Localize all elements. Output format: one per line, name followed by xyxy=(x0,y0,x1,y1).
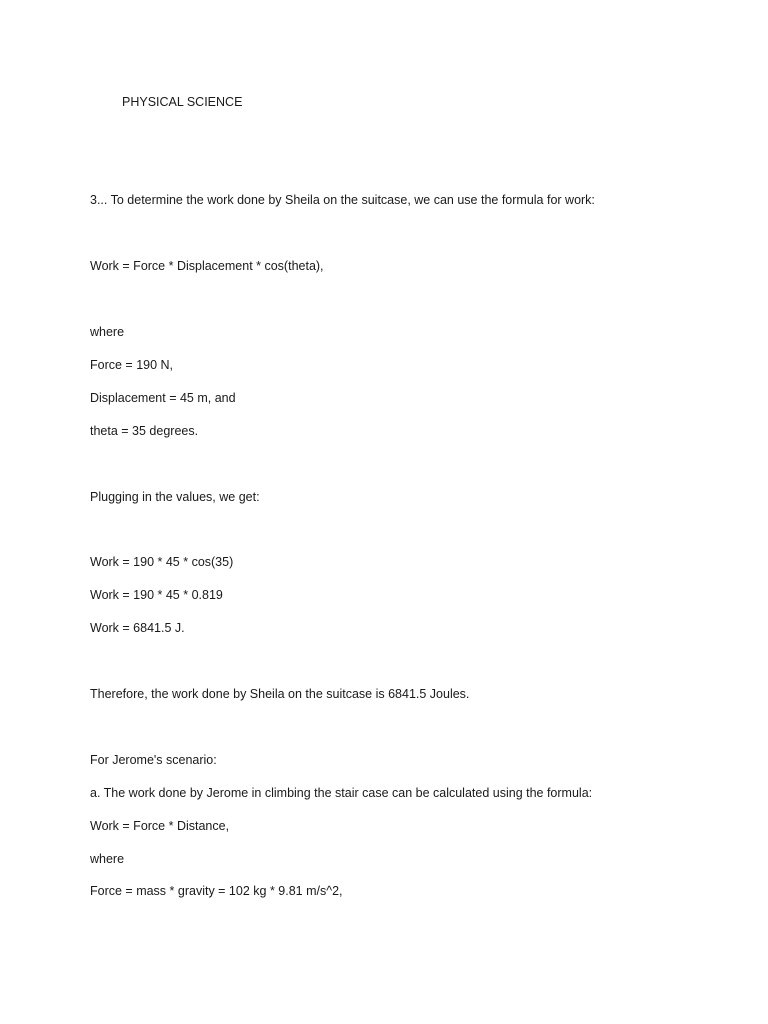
text-line: Displacement = 45 m, and xyxy=(90,391,236,405)
text-line: Therefore, the work done by Sheila on the suitcase is 6841.5 Joules. xyxy=(90,687,470,701)
text-line: Work = 190 * 45 * cos(35) xyxy=(90,555,234,569)
text-line: For Jerome's scenario: xyxy=(90,753,217,767)
text-line: Force = 190 N, xyxy=(90,358,174,372)
text-line: Work = Force * Distance, xyxy=(90,819,230,833)
text-line: Work = Force * Displacement * cos(theta), xyxy=(90,259,324,273)
text-line: Work = 6841.5 J. xyxy=(90,621,185,635)
text-line: Plugging in the values, we get: xyxy=(90,490,260,504)
page-title: PHYSICAL SCIENCE xyxy=(122,95,243,109)
text-line: a. The work done by Jerome in climbing the stair case can be calculated using the formula: xyxy=(90,786,593,800)
text-line: 3... To determine the work done by Sheila on the suitcase, we can use the formula for work: xyxy=(90,193,595,207)
text-line: where xyxy=(90,325,125,339)
text-line: Work = 190 * 45 * 0.819 xyxy=(90,588,223,602)
text-line: theta = 35 degrees. xyxy=(90,424,199,438)
text-line: Force = mass * gravity = 102 kg * 9.81 m/s^2, xyxy=(90,884,343,898)
text-line: where xyxy=(90,852,125,866)
